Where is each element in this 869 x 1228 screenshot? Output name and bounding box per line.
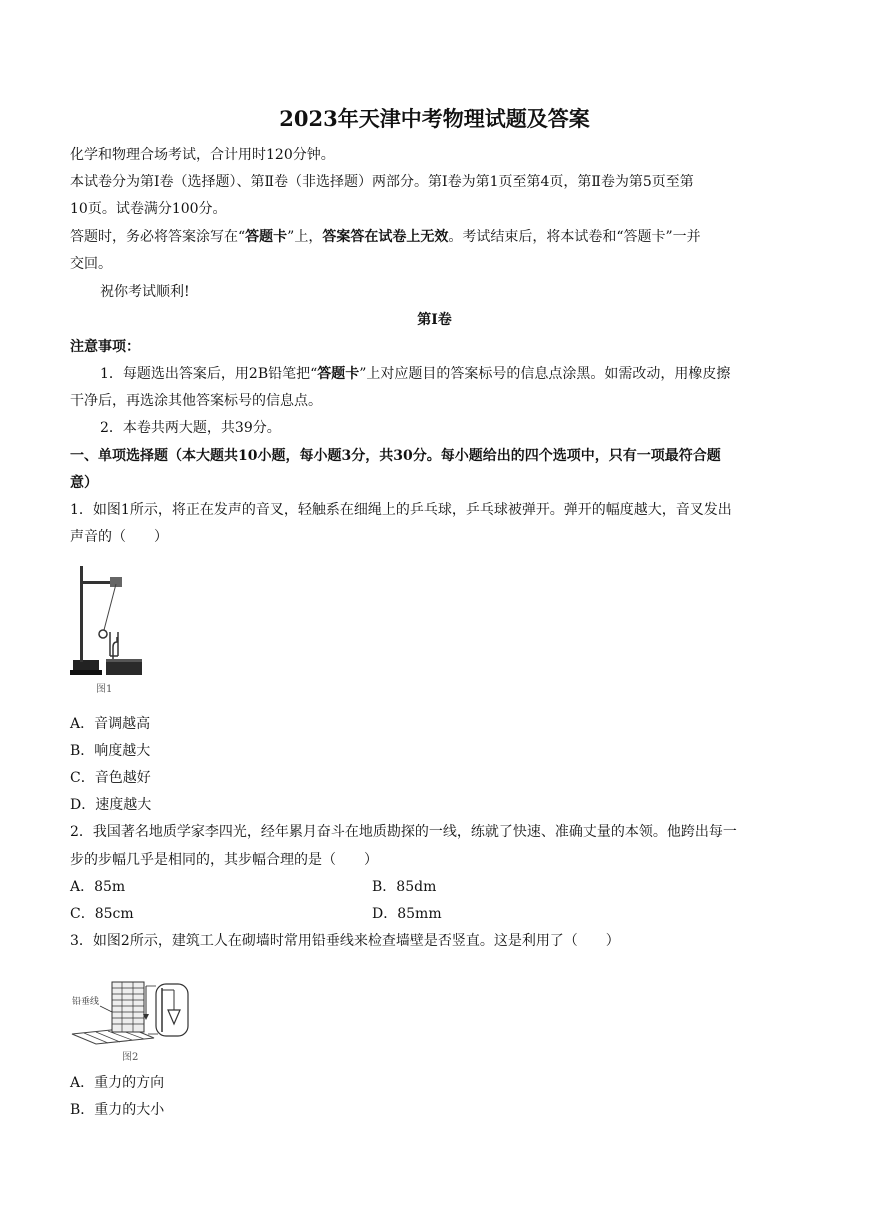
intro-line: 本试卷分为第Ⅰ卷（选择题）、第Ⅱ卷（非选择题）两部分。第Ⅰ卷为第1页至第4页，第Ⅱ卷为第5页至第 <box>70 174 694 190</box>
figure-2-caption: 图2 <box>122 1052 139 1063</box>
q2-option-a: A．85m <box>70 879 126 895</box>
intro-line: 化学和物理合场考试，合计用时120分钟。 <box>70 147 335 163</box>
invalid-answer-emphasis: 答案答在试卷上无效 <box>322 229 449 245</box>
question-1-stem-cont: 声音的（ ） <box>70 529 168 545</box>
q1-option-a: A．音调越高 <box>70 716 151 732</box>
part-heading: 第Ⅰ卷 <box>417 312 452 328</box>
page-title: 2023年天津中考物理试题及答案 <box>279 106 590 131</box>
question-2-stem: 2．我国著名地质学家李四光，经年累月奋斗在地质勘探的一线，练就了快速、准确丈量的本领。他跨出每一 <box>70 824 737 840</box>
text-span: 1．每题选出答案后，用2B铅笔把“ <box>100 366 318 382</box>
notice-title: 注意事项： <box>70 339 140 355</box>
brick-wall <box>112 982 144 1032</box>
q3-option-a: A．重力的方向 <box>70 1075 165 1091</box>
text-span: 。考试结束后，将本试卷和“答题卡”一并 <box>448 229 701 245</box>
text-span: 答题时，务必将答案涂写在“ <box>70 229 246 245</box>
figure-2-tag: 铅垂线 <box>72 997 100 1007</box>
notice-item: 2．本卷共两大题，共39分。 <box>100 420 281 436</box>
good-luck-line: 祝你考试顺利! <box>100 284 190 300</box>
q2-option-c: C．85cm <box>70 906 134 922</box>
q1-option-b: B．响度越大 <box>70 743 151 759</box>
question-1-stem: 1．如图1所示，将正在发声的音叉，轻触系在细绳上的乒乓球，乒乓球被弹开。弹开的幅度越大，音叉发出 <box>70 502 732 518</box>
answer-card-emphasis: 答题卡 <box>317 366 360 382</box>
q1-option-d: D．速度越大 <box>70 797 152 813</box>
text-span: ”上对应题目的答案标号的信息点涂黑。如需改动，用橡皮擦 <box>359 366 731 382</box>
plumb-bob <box>168 1010 180 1024</box>
answer-card-emphasis: 答题卡 <box>245 229 288 245</box>
q2-option-d: D．85mm <box>372 906 442 922</box>
figure-2-plumb-line <box>70 972 192 1064</box>
string <box>104 584 116 630</box>
text-span: ”上， <box>287 229 323 245</box>
ping-pong-ball <box>99 630 107 638</box>
intro-instruction-line <box>70 227 701 247</box>
intro-line: 10页。试卷满分100分。 <box>70 201 227 217</box>
q2-option-b: B．85dm <box>372 879 437 895</box>
question-2-stem-cont: 步的步幅几乎是相同的，其步幅合理的是（ ） <box>70 852 378 868</box>
section-heading-cont: 意） <box>70 475 98 491</box>
figure-1-tuning-fork-apparatus <box>70 562 150 698</box>
tuning-fork-stand-illustration <box>70 562 150 698</box>
notice-item <box>100 364 730 384</box>
question-3-stem: 3．如图2所示，建筑工人在砌墙时常用铅垂线来检查墙壁是否竖直。这是利用了（ ） <box>70 933 620 949</box>
stand-rod <box>80 566 83 662</box>
section-heading: 一、单项选择题（本大题共10小题，每小题3分，共30分。每小题给出的四个选项中，只有一项最符合题 <box>70 448 721 464</box>
intro-line: 交回。 <box>70 256 112 272</box>
figure-1-caption: 图1 <box>96 684 113 695</box>
q1-option-c: C．音色越好 <box>70 770 151 786</box>
notice-item-cont: 干净后，再选涂其他答案标号的信息点。 <box>70 393 322 409</box>
q3-option-b: B．重力的大小 <box>70 1102 165 1118</box>
